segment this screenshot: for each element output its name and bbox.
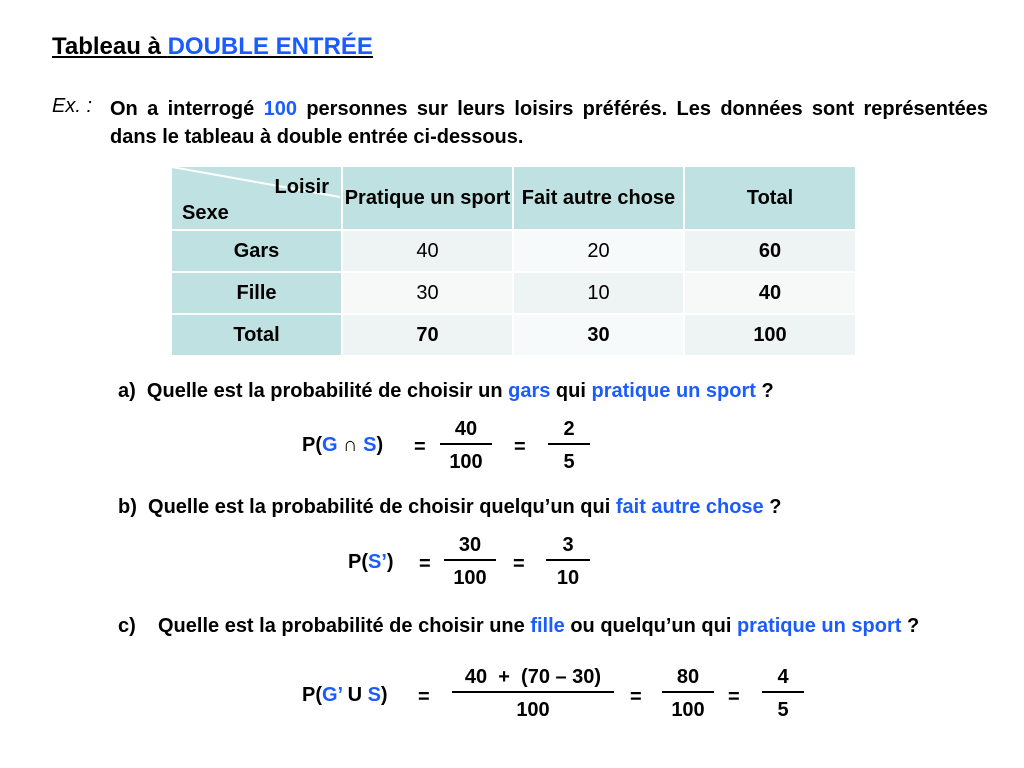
question-c-text-3: ? [901,615,920,637]
table-cell-total: 70 [342,314,513,356]
example-label: Ex. : [52,95,93,117]
question-c-number: c) [118,615,136,637]
fraction [548,418,590,474]
denominator: 100 [453,567,487,589]
row-header: Total [171,314,342,356]
equals-sign: = [419,553,431,575]
question-c-text-2: ou quelqu’un qui [564,615,737,637]
numerator: 40 [454,418,478,440]
column-header: Pratique un sport [342,166,513,230]
example-text-before: On a interrogé [110,98,264,120]
table-cell: 20 [513,230,684,272]
question-b-number: b) [118,496,137,518]
example-text [110,95,988,151]
denominator: 100 [449,451,483,473]
numerator: 80 [676,666,700,688]
equals-sign: = [513,553,525,575]
corner-label-loisir: Loisir [274,176,329,198]
table-cell-total: 40 [684,272,856,314]
table-cell: 10 [513,272,684,314]
row-header: Gars [171,230,342,272]
fraction [444,534,496,590]
table-cell: 30 [342,272,513,314]
denominator: 100 [516,699,550,721]
paren-close: ) [376,434,384,456]
event-s: S [363,434,377,456]
question-a-text-3: ? [755,380,774,402]
question-a [118,380,774,403]
question-a-text-1: Quelle est la probabilité de choisir un [146,380,509,402]
event-s: S [367,684,381,706]
corner-label-sexe: Sexe [182,202,229,224]
table-cell-total: 100 [684,314,856,356]
two-way-table [170,165,857,357]
example-highlight: 100 [263,98,297,120]
table-cell: 40 [342,230,513,272]
equals-sign: = [514,436,526,458]
denominator: 10 [556,567,580,589]
equals-sign: = [728,686,740,708]
fraction [662,666,714,722]
event-g-complement: G’ [322,684,343,706]
question-c-highlight-2: pratique un sport [736,615,902,637]
fraction [440,418,492,474]
equals-sign: = [418,686,430,708]
title-prefix: Tableau à [52,33,168,60]
question-a-text-2: qui [550,380,592,402]
question-b-text-1: Quelle est la probabilité de choisir quelqu’un qui [148,496,616,518]
paren-open: P( [302,434,322,456]
table-row [171,230,856,272]
event-g: G [322,434,338,456]
table-row [171,314,856,356]
table-header-row [171,166,856,230]
numerator: 4 [777,666,789,688]
fraction [762,666,804,722]
page-title [52,33,373,61]
question-c [118,612,980,640]
denominator: 100 [671,699,705,721]
paren-open: P( [302,684,322,706]
fraction [452,666,614,722]
table-cell-total: 60 [684,230,856,272]
paren-open: P( [348,551,368,573]
question-b-text-2: ? [763,496,782,518]
union-symbol: U [342,684,368,706]
event-s-complement: S’ [368,551,387,573]
question-b [118,496,781,519]
numerator: 40 + (70 – 30) [464,666,602,688]
numerator: 3 [562,534,574,556]
paren-close: ) [380,684,388,706]
answer-b-lhs [348,551,394,574]
question-b-highlight-1: fait autre chose [615,496,764,518]
row-header: Fille [171,272,342,314]
question-c-highlight-1: fille [530,615,565,637]
column-header: Total [684,166,856,230]
question-a-highlight-2: pratique un sport [591,380,756,402]
fraction [546,534,590,590]
equals-sign: = [414,436,426,458]
denominator: 5 [777,699,789,721]
table-corner-cell [171,166,342,230]
question-c-text-1: Quelle est la probabilité de choisir une [158,615,531,637]
paren-close: ) [386,551,394,573]
answer-a-lhs [302,434,383,457]
denominator: 5 [563,451,575,473]
equals-sign: = [630,686,642,708]
table-row [171,272,856,314]
question-a-number: a) [118,380,136,402]
title-emphasis: DOUBLE ENTRÉE [167,33,373,60]
table-cell-total: 30 [513,314,684,356]
numerator: 2 [563,418,575,440]
example-text-after: personnes sur leurs loisirs préférés. Les données sont représentées dans le tableau à double entrée ci-dessous. [110,98,988,148]
answer-c-lhs [302,684,388,707]
numerator: 30 [458,534,482,556]
intersection-symbol: ∩ [337,434,364,456]
column-header: Fait autre chose [513,166,684,230]
question-a-highlight-1: gars [508,380,551,402]
